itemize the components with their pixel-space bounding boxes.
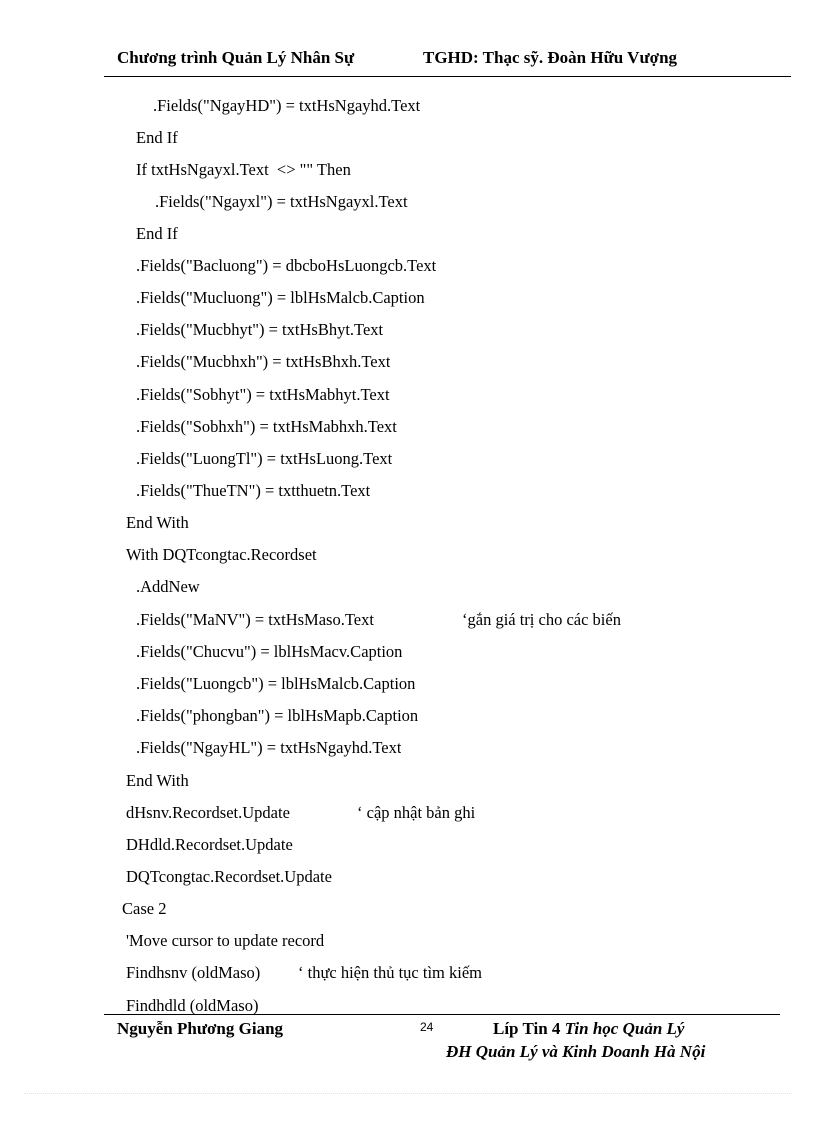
code-line: Case 2 xyxy=(122,899,167,918)
page-bottom-dotted-rule xyxy=(24,1093,792,1094)
code-line: .Fields("MaNV") = txtHsMaso.Text xyxy=(136,610,374,629)
code-line: .AddNew xyxy=(136,577,200,596)
code-comment: ‘ cập nhật bản ghi xyxy=(357,803,476,822)
code-line: dHsnv.Recordset.Update xyxy=(126,803,290,822)
page-header-left: Chương trình Quản Lý Nhân Sự xyxy=(117,48,355,67)
code-line: DQTcongtac.Recordset.Update xyxy=(126,867,332,886)
code-line: .Fields("LuongTl") = txtHsLuong.Text xyxy=(136,449,393,468)
code-line: End With xyxy=(126,513,189,532)
code-line: Findhdld (oldMaso) xyxy=(126,996,259,1014)
code-line: DHdld.Recordset.Update xyxy=(126,835,293,854)
code-line: With DQTcongtac.Recordset xyxy=(126,545,317,564)
code-line: .Fields("phongban") = lblHsMapb.Caption xyxy=(136,706,419,725)
code-comment: ‘ thực hiện thủ tục tìm kiếm xyxy=(298,963,482,982)
footer-school: ĐH Quản Lý và Kinh Doanh Hà Nội xyxy=(446,1042,706,1061)
code-line: End If xyxy=(136,128,178,147)
code-line: .Fields("Sobhyt") = txtHsMabhyt.Text xyxy=(136,385,390,404)
footer-author: Nguyễn Phương Giang xyxy=(117,1019,284,1038)
code-line: .Fields("NgayHL") = txtHsNgayhd.Text xyxy=(136,738,402,757)
page-header-right: TGHD: Thạc sỹ. Đoàn Hữu Vượng xyxy=(423,48,678,67)
code-line: .Fields("Luongcb") = lblHsMalcb.Caption xyxy=(136,674,416,693)
code-line: .Fields("Ngayxl") = txtHsNgayxl.Text xyxy=(155,192,408,211)
code-comment: ‘gắn giá trị cho các biến xyxy=(462,610,621,629)
code-line: .Fields("ThueTN") = txtthuetn.Text xyxy=(136,481,371,500)
code-line: .Fields("Sobhxh") = txtHsMabhxh.Text xyxy=(136,417,397,436)
clipped-last-line xyxy=(0,990,816,1014)
footer-class-subject: Tin học Quản Lý xyxy=(564,1019,685,1038)
code-line: .Fields("Bacluong") = dbcboHsLuongcb.Text xyxy=(136,256,437,275)
footer-class-prefix: Líp Tin 4 xyxy=(493,1019,565,1038)
code-line: .Fields("NgayHD") = txtHsNgayhd.Text xyxy=(153,96,421,115)
page-number: 24 xyxy=(420,1020,434,1034)
code-line: 'Move cursor to update record xyxy=(126,931,325,950)
code-line: Findhsnv (oldMaso) xyxy=(126,963,261,982)
footer-rule xyxy=(104,1014,780,1015)
code-line: .Fields("Mucbhyt") = txtHsBhyt.Text xyxy=(136,320,384,339)
code-line: .Fields("Mucluong") = lblHsMalcb.Caption xyxy=(136,288,425,307)
code-line: .Fields("Mucbhxh") = txtHsBhxh.Text xyxy=(136,352,391,371)
code-line: .Fields("Chucvu") = lblHsMacv.Caption xyxy=(136,642,403,661)
code-line: End If xyxy=(136,224,178,243)
footer-class xyxy=(493,1019,684,1039)
header-rule xyxy=(104,76,791,77)
code-line: End With xyxy=(126,771,189,790)
code-line: If txtHsNgayxl.Text <> "" Then xyxy=(136,160,351,179)
